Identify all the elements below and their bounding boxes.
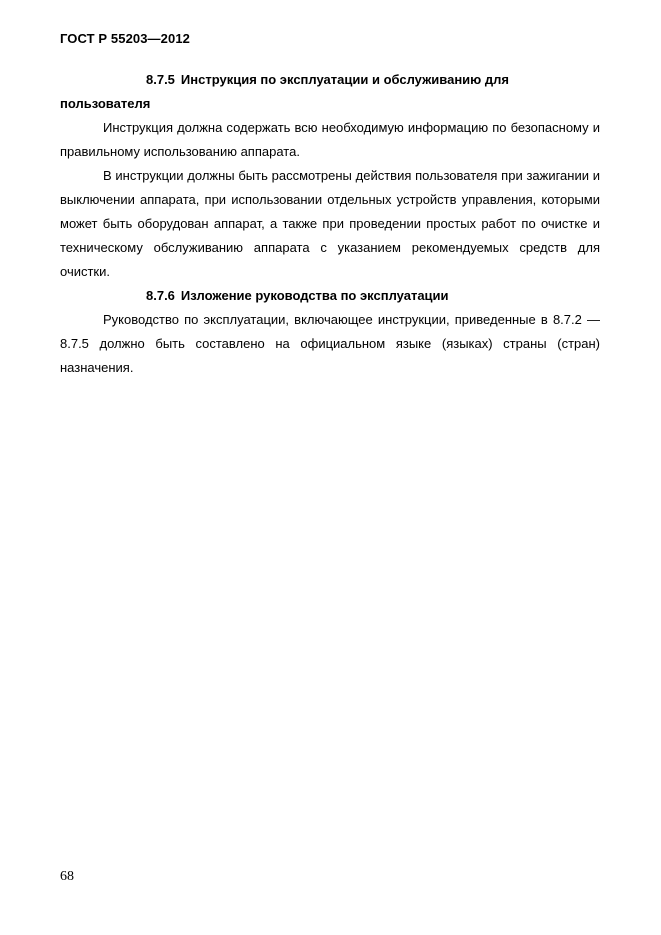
paragraph: Инструкция должна содержать всю необходимую информацию по безопасному и правильному использованию аппарата. — [60, 120, 600, 159]
section-title: Изложение руководства по эксплуатации — [180, 288, 449, 303]
document-body — [60, 68, 600, 380]
section-heading-8-7-6 — [60, 284, 600, 308]
section-title: Инструкция по эксплуатации и обслуживанию для пользователя — [60, 72, 509, 111]
paragraph: В инструкции должны быть рассмотрены действия пользователя при зажигании и выключении аппарата, при использовании отдельных устройств управления, которыми может быть оборудован аппарат, а также при проведении простых работ по очистке и техническому обслуживанию аппарата с указанием рекомендуемых средств для очистки. — [60, 168, 600, 279]
paragraph: Руководство по эксплуатации, включающее инструкции, приведенные в 8.7.2 — 8.7.5 должно быть составлено на официальном языке (языках) страны (стран) назначения. — [60, 312, 600, 375]
section-heading-8-7-5 — [60, 68, 600, 116]
page-number: 68 — [60, 869, 74, 884]
section-number: 8.7.5 — [146, 72, 175, 87]
section-number: 8.7.6 — [146, 288, 175, 303]
document-header: ГОСТ Р 55203—2012 — [60, 31, 190, 46]
